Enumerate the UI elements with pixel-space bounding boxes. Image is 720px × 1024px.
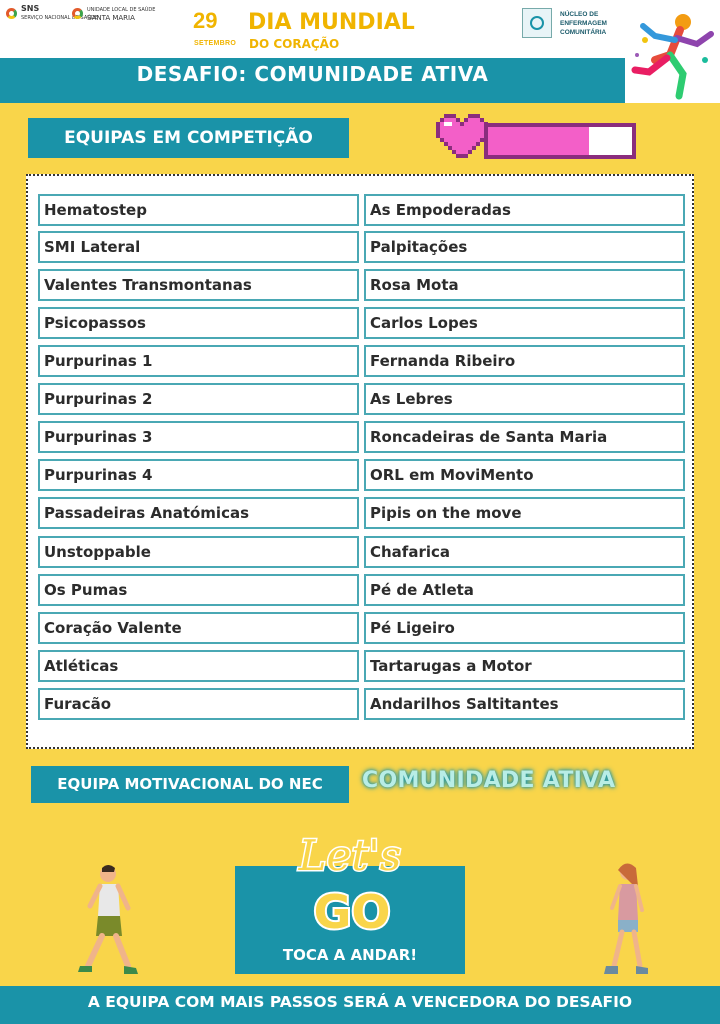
- team-cell: Purpurinas 2: [38, 383, 359, 415]
- lets-go-tagline: TOCA A ANDAR!: [282, 946, 418, 964]
- team-cell: Carlos Lopes: [364, 307, 685, 339]
- sns-logo-icon: [6, 8, 17, 19]
- team-cell: Purpurinas 1: [38, 345, 359, 377]
- progress-bar: [484, 123, 636, 159]
- team-cell: Rosa Mota: [364, 269, 685, 301]
- sns-logo: [6, 4, 98, 25]
- team-cell: Pé Ligeiro: [364, 612, 685, 644]
- progress-bar-fill: [488, 127, 589, 155]
- team-cell: Atléticas: [38, 650, 359, 682]
- nec-logo-icon: [522, 8, 552, 38]
- lets-go-lettering: [275, 826, 425, 886]
- lets-text: Let's: [298, 831, 402, 880]
- team-cell: Valentes Transmontanas: [38, 269, 359, 301]
- team-cell: Pipis on the move: [364, 497, 685, 529]
- uls-logo-title: UNIDADE LOCAL DE SAÚDE: [87, 7, 156, 13]
- team-cell: Palpitações: [364, 231, 685, 263]
- colorful-runner-icon: [625, 0, 720, 103]
- nec-logo-block: [522, 6, 622, 46]
- nec-logo-text: NÚCLEO DE ENFERMAGEM COMUNITÁRIA: [560, 11, 607, 36]
- event-subtitle: DO CORAÇÃO: [249, 37, 340, 51]
- team-cell: Os Pumas: [38, 574, 359, 606]
- team-cell: Fernanda Ribeiro: [364, 345, 685, 377]
- uls-logo-subtitle: SANTA MARIA: [87, 14, 135, 22]
- go-lettering: [304, 884, 400, 936]
- walking-man-illustration: [72, 862, 142, 982]
- teams-panel: [26, 174, 694, 749]
- team-cell: Unstoppable: [38, 536, 359, 568]
- team-cell: ORL em MoviMento: [364, 459, 685, 491]
- motivational-team-label: EQUIPA MOTIVACIONAL DO NEC: [31, 766, 349, 803]
- team-cell: Tartarugas a Motor: [364, 650, 685, 682]
- motivational-team-name: COMUNIDADE ATIVA: [362, 768, 616, 793]
- event-date-day: 29: [193, 8, 218, 33]
- team-cell: Passadeiras Anatómicas: [38, 497, 359, 529]
- event-title: DIA MUNDIAL: [248, 10, 415, 35]
- walking-woman-illustration: [596, 858, 656, 983]
- team-cell: Pé de Atleta: [364, 574, 685, 606]
- sns-logo-title: SNS: [21, 4, 40, 13]
- team-cell: Furacão: [38, 688, 359, 720]
- go-text: GO: [313, 885, 391, 936]
- team-cell: Hematostep: [38, 194, 359, 226]
- team-cell: As Lebres: [364, 383, 685, 415]
- sns-logo-subtitle: SERVIÇO NACIONAL DE SAÚDE: [21, 15, 98, 21]
- footer-banner: A EQUIPA COM MAIS PASSOS SERÁ A VENCEDORA DO DESAFIO: [0, 986, 720, 1024]
- team-cell: Purpurinas 3: [38, 421, 359, 453]
- team-cell: Psicopassos: [38, 307, 359, 339]
- header: [0, 0, 720, 103]
- team-cell: Roncadeiras de Santa Maria: [364, 421, 685, 453]
- challenge-title: DESAFIO: COMUNIDADE ATIVA: [136, 62, 489, 86]
- event-date-month: SETEMBRO: [194, 40, 237, 47]
- teams-section-title: EQUIPAS EM COMPETIÇÃO: [28, 118, 349, 158]
- team-cell: As Empoderadas: [364, 194, 685, 226]
- header-logos-strip: [0, 0, 625, 58]
- team-cell: Andarilhos Saltitantes: [364, 688, 685, 720]
- team-cell: Purpurinas 4: [38, 459, 359, 491]
- uls-logo: [72, 5, 156, 25]
- team-cell: Chafarica: [364, 536, 685, 568]
- team-cell: Coração Valente: [38, 612, 359, 644]
- uls-logo-icon: [72, 8, 83, 19]
- team-cell: SMI Lateral: [38, 231, 359, 263]
- runner-illustration: [625, 0, 720, 103]
